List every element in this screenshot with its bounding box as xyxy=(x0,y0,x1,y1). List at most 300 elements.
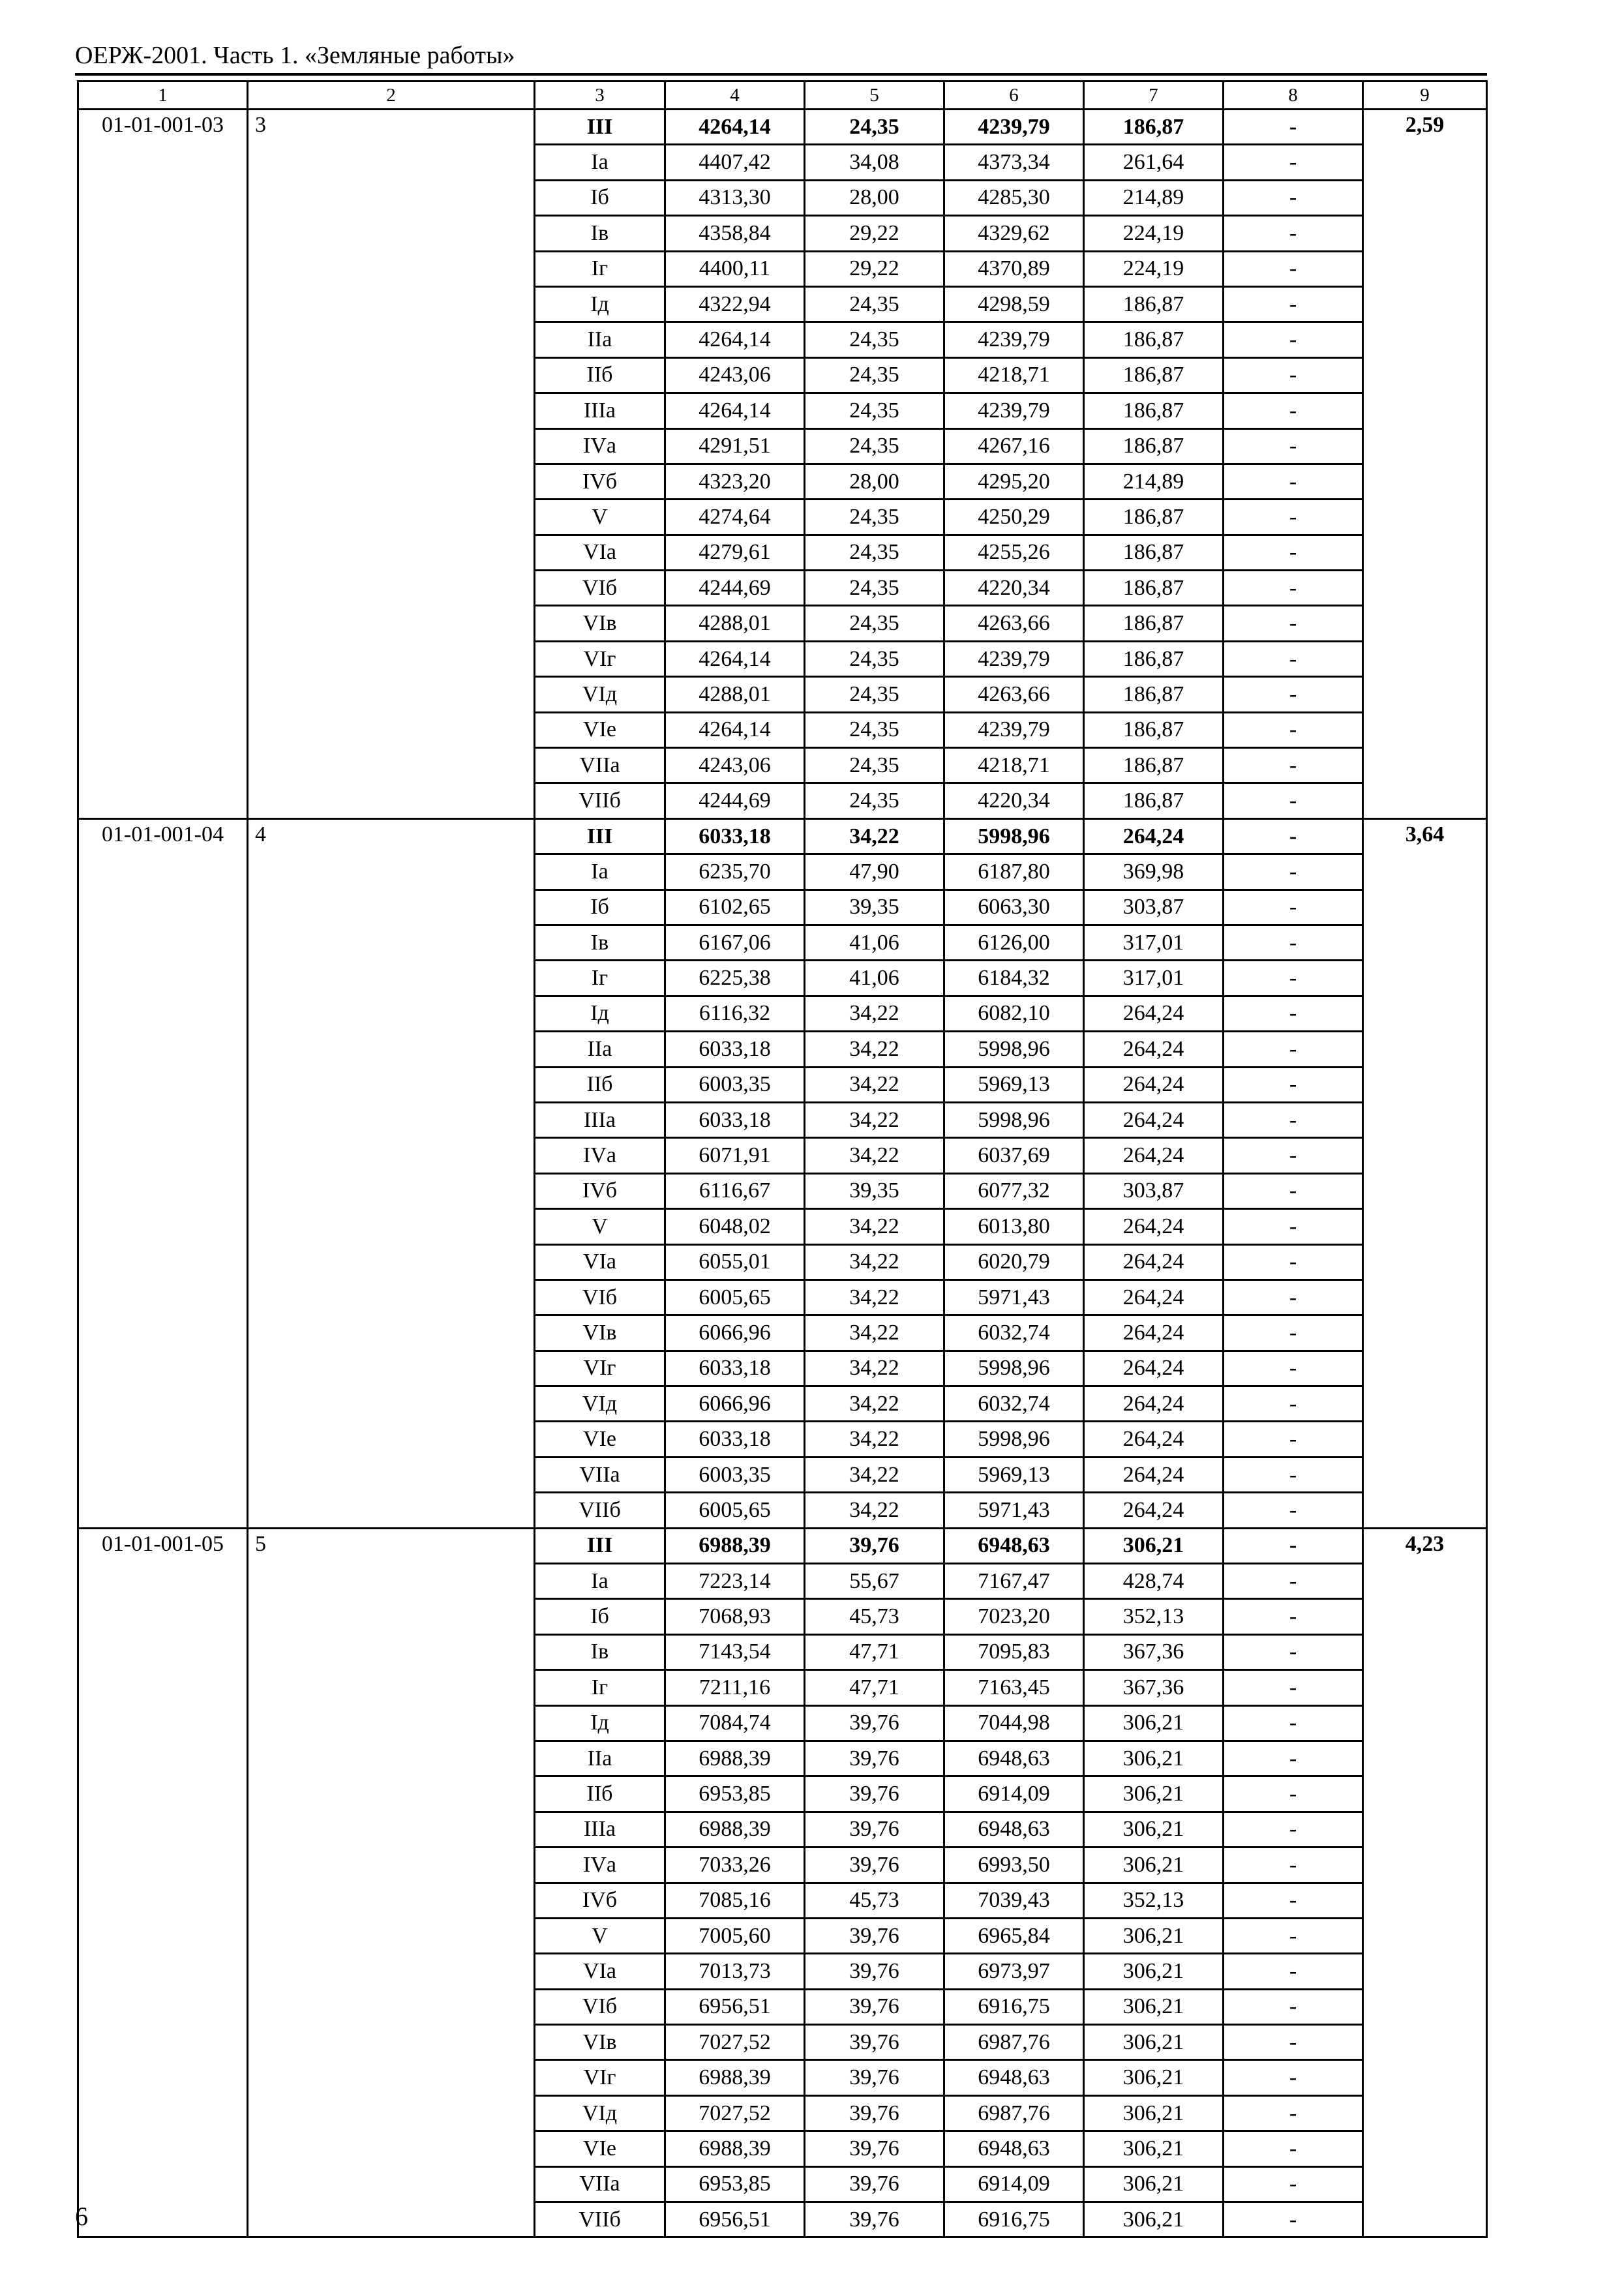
table-cell: 34,22 xyxy=(805,1244,944,1279)
table-cell: Iб xyxy=(535,180,665,215)
table-cell: 6987,76 xyxy=(944,2025,1084,2060)
table-cell: VIб xyxy=(535,571,665,606)
table-cell: 6082,10 xyxy=(944,996,1084,1031)
table-cell: 186,87 xyxy=(1084,748,1224,783)
page-header-title: ОЕРЖ-2001. Часть 1. «Земляные работы» xyxy=(75,42,515,69)
table-cell: 4264,14 xyxy=(665,110,805,145)
table-cell: 4244,69 xyxy=(665,571,805,606)
table-cell: 4239,79 xyxy=(944,712,1084,747)
table-cell: IVб xyxy=(535,1883,665,1918)
table-cell: 306,21 xyxy=(1084,2131,1224,2166)
table-cell: 428,74 xyxy=(1084,1564,1224,1599)
table-cell: - xyxy=(1224,1315,1363,1351)
table-cell: 264,24 xyxy=(1084,1209,1224,1244)
table-cell: 6033,18 xyxy=(665,1032,805,1067)
table-cell: 24,35 xyxy=(805,357,944,393)
table-cell: Iд xyxy=(535,1705,665,1741)
table-cell: - xyxy=(1224,677,1363,712)
table-cell: IIа xyxy=(535,322,665,357)
table-cell: VIд xyxy=(535,677,665,712)
table-cell: 7027,52 xyxy=(665,2095,805,2131)
table-cell: 5998,96 xyxy=(944,818,1084,854)
table-cell: 264,24 xyxy=(1084,1067,1224,1102)
table-cell: 264,24 xyxy=(1084,1032,1224,1067)
table-cell: 264,24 xyxy=(1084,1279,1224,1315)
table-cell: 6003,35 xyxy=(665,1457,805,1492)
table-cell: - xyxy=(1224,1776,1363,1812)
table-cell: 6071,91 xyxy=(665,1138,805,1173)
table-cell: 4323,20 xyxy=(665,464,805,499)
table-cell: 4239,79 xyxy=(944,322,1084,357)
table-cell: 4288,01 xyxy=(665,677,805,712)
table-cell: IIа xyxy=(535,1741,665,1776)
table-cell: 367,36 xyxy=(1084,1670,1224,1705)
table-cell: 6965,84 xyxy=(944,1918,1084,1953)
table-cell: 264,24 xyxy=(1084,1351,1224,1386)
table-cell: 306,21 xyxy=(1084,1741,1224,1776)
table-cell: - xyxy=(1224,1634,1363,1669)
table-cell: - xyxy=(1224,571,1363,606)
table-cell: 4264,14 xyxy=(665,393,805,428)
table-cell: 6988,39 xyxy=(665,1812,805,1847)
table-cell: 6063,30 xyxy=(944,890,1084,925)
table-cell: 34,22 xyxy=(805,1386,944,1422)
table-cell: - xyxy=(1224,251,1363,286)
table-cell: 39,35 xyxy=(805,890,944,925)
table-cell: - xyxy=(1224,110,1363,145)
table-cell: 7039,43 xyxy=(944,1883,1084,1918)
header-divider xyxy=(75,73,1487,76)
table-cell: 24,35 xyxy=(805,500,944,535)
table-cell: 5998,96 xyxy=(944,1032,1084,1067)
table-cell: - xyxy=(1224,1989,1363,2024)
table-cell: Iд xyxy=(535,996,665,1031)
table-cell: 264,24 xyxy=(1084,1244,1224,1279)
table-cell: 6055,01 xyxy=(665,1244,805,1279)
table-cell: V xyxy=(535,500,665,535)
table-cell: - xyxy=(1224,145,1363,180)
table-cell: - xyxy=(1224,1599,1363,1634)
table-cell: 4263,66 xyxy=(944,606,1084,641)
table-cell: 4218,71 xyxy=(944,357,1084,393)
column-header: 5 xyxy=(805,82,944,110)
table-cell: Iа xyxy=(535,145,665,180)
table-cell: 4220,34 xyxy=(944,783,1084,818)
table-cell: VIе xyxy=(535,2131,665,2166)
coefficient-cell: 3,64 xyxy=(1363,818,1487,1528)
table-cell: - xyxy=(1224,2202,1363,2237)
table-cell: 24,35 xyxy=(805,286,944,322)
table-cell: 34,22 xyxy=(805,1422,944,1457)
table-cell: 6916,75 xyxy=(944,2202,1084,2237)
table-cell: 6116,67 xyxy=(665,1173,805,1208)
table-cell: 6037,69 xyxy=(944,1138,1084,1173)
table-cell: 6948,63 xyxy=(944,1741,1084,1776)
table-cell: Iв xyxy=(535,1634,665,1669)
table-cell: 264,24 xyxy=(1084,818,1224,854)
table-cell: 4279,61 xyxy=(665,535,805,570)
table-cell: - xyxy=(1224,357,1363,393)
table-cell: V xyxy=(535,1209,665,1244)
table-cell: 303,87 xyxy=(1084,1173,1224,1208)
table-cell: 34,08 xyxy=(805,145,944,180)
table-cell: 39,35 xyxy=(805,1173,944,1208)
table-cell: 47,90 xyxy=(805,854,944,890)
table-cell: - xyxy=(1224,783,1363,818)
table-cell: 39,76 xyxy=(805,2131,944,2166)
table-cell: 28,00 xyxy=(805,180,944,215)
table-cell: 306,21 xyxy=(1084,2202,1224,2237)
table-cell: III xyxy=(535,110,665,145)
table-cell: VIв xyxy=(535,606,665,641)
table-cell: VIIб xyxy=(535,783,665,818)
table-cell: 28,00 xyxy=(805,464,944,499)
rates-table xyxy=(77,80,1488,2238)
table-cell: 7084,74 xyxy=(665,1705,805,1741)
coefficient-cell: 2,59 xyxy=(1363,110,1487,819)
table-cell: IIIа xyxy=(535,1102,665,1137)
table-cell: 186,87 xyxy=(1084,535,1224,570)
table-cell: 306,21 xyxy=(1084,1528,1224,1563)
table-cell: VIд xyxy=(535,1386,665,1422)
table-cell: 6048,02 xyxy=(665,1209,805,1244)
table-cell: 6167,06 xyxy=(665,925,805,960)
table-cell: 6102,65 xyxy=(665,890,805,925)
table-cell: 6914,09 xyxy=(944,2166,1084,2202)
table-cell: Iг xyxy=(535,1670,665,1705)
table-cell: 4295,20 xyxy=(944,464,1084,499)
table-cell: - xyxy=(1224,1067,1363,1102)
column-number-row xyxy=(78,82,1487,110)
table-cell: 306,21 xyxy=(1084,1812,1224,1847)
table-cell: 4288,01 xyxy=(665,606,805,641)
table-cell: 6187,80 xyxy=(944,854,1084,890)
table-cell: 4263,66 xyxy=(944,677,1084,712)
table-cell: - xyxy=(1224,2060,1363,2095)
table-cell: 264,24 xyxy=(1084,1422,1224,1457)
table-cell: - xyxy=(1224,216,1363,251)
table-cell: 5969,13 xyxy=(944,1457,1084,1492)
table-cell: 214,89 xyxy=(1084,464,1224,499)
rate-code-cell: 01-01-001-03 xyxy=(78,110,248,819)
table-cell: 6032,74 xyxy=(944,1386,1084,1422)
table-cell: 4250,29 xyxy=(944,500,1084,535)
table-cell: 264,24 xyxy=(1084,1457,1224,1492)
table-cell: IVб xyxy=(535,1173,665,1208)
table-cell: 29,22 xyxy=(805,216,944,251)
table-cell: - xyxy=(1224,1102,1363,1137)
table-cell: 7044,98 xyxy=(944,1705,1084,1741)
table-cell: 24,35 xyxy=(805,571,944,606)
table-cell: 186,87 xyxy=(1084,677,1224,712)
table-cell: IVа xyxy=(535,428,665,464)
table-cell: 4255,26 xyxy=(944,535,1084,570)
table-cell: 6956,51 xyxy=(665,1989,805,2024)
table-cell: 34,22 xyxy=(805,1138,944,1173)
table-cell: 34,22 xyxy=(805,1209,944,1244)
table-cell: 6916,75 xyxy=(944,1989,1084,2024)
table-cell: Iа xyxy=(535,1564,665,1599)
table-row-group-head xyxy=(78,110,1487,145)
table-cell: 264,24 xyxy=(1084,1493,1224,1528)
table-cell: 7095,83 xyxy=(944,1634,1084,1669)
table-cell: 24,35 xyxy=(805,677,944,712)
table-cell: 6987,76 xyxy=(944,2095,1084,2131)
table-cell: - xyxy=(1224,1386,1363,1422)
table-cell: - xyxy=(1224,1670,1363,1705)
table-cell: 7068,93 xyxy=(665,1599,805,1634)
table-cell: 6005,65 xyxy=(665,1279,805,1315)
table-cell: Iд xyxy=(535,286,665,322)
rate-code-cell: 01-01-001-04 xyxy=(78,818,248,1528)
table-cell: Iг xyxy=(535,251,665,286)
table-cell: 47,71 xyxy=(805,1634,944,1669)
table-cell: 29,22 xyxy=(805,251,944,286)
table-cell: 4243,06 xyxy=(665,357,805,393)
table-cell: 306,21 xyxy=(1084,1848,1224,1883)
table-cell: VIе xyxy=(535,712,665,747)
table-cell: 24,35 xyxy=(805,606,944,641)
table-cell: - xyxy=(1224,925,1363,960)
column-header: 3 xyxy=(535,82,665,110)
table-cell: VIа xyxy=(535,535,665,570)
table-cell: 4285,30 xyxy=(944,180,1084,215)
table-cell: 4243,06 xyxy=(665,748,805,783)
table-cell: - xyxy=(1224,1244,1363,1279)
table-cell: 4358,84 xyxy=(665,216,805,251)
table-cell: 306,21 xyxy=(1084,1918,1224,1953)
table-cell: IVб xyxy=(535,464,665,499)
table-cell: 4298,59 xyxy=(944,286,1084,322)
table-cell: 186,87 xyxy=(1084,712,1224,747)
table-cell: 224,19 xyxy=(1084,251,1224,286)
table-cell: 34,22 xyxy=(805,1067,944,1102)
table-cell: 39,76 xyxy=(805,1989,944,2024)
table-cell: 6184,32 xyxy=(944,961,1084,996)
table-cell: - xyxy=(1224,1954,1363,1989)
table-cell: - xyxy=(1224,535,1363,570)
table-cell: 39,76 xyxy=(805,2060,944,2095)
table-cell: IIб xyxy=(535,1776,665,1812)
table-cell: 264,24 xyxy=(1084,1386,1224,1422)
table-cell: 39,76 xyxy=(805,1741,944,1776)
table-cell: 306,21 xyxy=(1084,2095,1224,2131)
table-cell: - xyxy=(1224,1138,1363,1173)
table-cell: - xyxy=(1224,500,1363,535)
table-cell: 24,35 xyxy=(805,712,944,747)
table-cell: 264,24 xyxy=(1084,1315,1224,1351)
table-cell: - xyxy=(1224,1848,1363,1883)
table-cell: 6973,97 xyxy=(944,1954,1084,1989)
table-cell: 6126,00 xyxy=(944,925,1084,960)
table-cell: - xyxy=(1224,1493,1363,1528)
table-cell: 24,35 xyxy=(805,535,944,570)
table-cell: 7023,20 xyxy=(944,1599,1084,1634)
table-cell: 306,21 xyxy=(1084,2166,1224,2202)
table-cell: - xyxy=(1224,1883,1363,1918)
table-cell: 6956,51 xyxy=(665,2202,805,2237)
column-header: 7 xyxy=(1084,82,1224,110)
table-cell: - xyxy=(1224,961,1363,996)
table-cell: 6066,96 xyxy=(665,1315,805,1351)
table-cell: 186,87 xyxy=(1084,783,1224,818)
table-cell: 306,21 xyxy=(1084,1989,1224,2024)
table-cell: 369,98 xyxy=(1084,854,1224,890)
table-cell: 6032,74 xyxy=(944,1315,1084,1351)
table-cell: 24,35 xyxy=(805,322,944,357)
table-cell: - xyxy=(1224,996,1363,1031)
table-cell: 34,22 xyxy=(805,996,944,1031)
table-cell: VIа xyxy=(535,1244,665,1279)
table-cell: 34,22 xyxy=(805,1032,944,1067)
table-cell: VIг xyxy=(535,2060,665,2095)
table-cell: VIг xyxy=(535,1351,665,1386)
table-cell: 4400,11 xyxy=(665,251,805,286)
table-cell: - xyxy=(1224,1564,1363,1599)
table-cell: VIв xyxy=(535,2025,665,2060)
table-cell: 261,64 xyxy=(1084,145,1224,180)
table-cell: 6020,79 xyxy=(944,1244,1084,1279)
table-cell: 41,06 xyxy=(805,961,944,996)
table-cell: 4264,14 xyxy=(665,641,805,676)
table-cell: Iа xyxy=(535,854,665,890)
table-cell: 6003,35 xyxy=(665,1067,805,1102)
table-cell: 41,06 xyxy=(805,925,944,960)
table-cell: 352,13 xyxy=(1084,1883,1224,1918)
coefficient-cell: 4,23 xyxy=(1363,1528,1487,2237)
rate-number-cell: 4 xyxy=(248,818,535,1528)
table-cell: 7005,60 xyxy=(665,1918,805,1953)
table-cell: 317,01 xyxy=(1084,925,1224,960)
table-cell: - xyxy=(1224,641,1363,676)
table-cell: 6948,63 xyxy=(944,2131,1084,2166)
table-cell: 39,76 xyxy=(805,1776,944,1812)
table-cell: 4218,71 xyxy=(944,748,1084,783)
table-cell: Iг xyxy=(535,961,665,996)
table-cell: 45,73 xyxy=(805,1599,944,1634)
table-cell: VIа xyxy=(535,1954,665,1989)
table-cell: 186,87 xyxy=(1084,286,1224,322)
table-cell: IVа xyxy=(535,1138,665,1173)
table-cell: 4239,79 xyxy=(944,110,1084,145)
table-cell: - xyxy=(1224,1351,1363,1386)
table-cell: Iв xyxy=(535,925,665,960)
rate-number-cell: 3 xyxy=(248,110,535,819)
table-cell: 6988,39 xyxy=(665,1528,805,1563)
table-cell: - xyxy=(1224,1741,1363,1776)
table-cell: 5969,13 xyxy=(944,1067,1084,1102)
table-cell: 186,87 xyxy=(1084,357,1224,393)
table-cell: - xyxy=(1224,818,1363,854)
table-cell: 39,76 xyxy=(805,2202,944,2237)
table-cell: IIб xyxy=(535,1067,665,1102)
table-cell: - xyxy=(1224,1705,1363,1741)
table-cell: 4373,34 xyxy=(944,145,1084,180)
table-cell: 5971,43 xyxy=(944,1493,1084,1528)
table-cell: 264,24 xyxy=(1084,1138,1224,1173)
table-cell: VIе xyxy=(535,1422,665,1457)
table-row-group-head xyxy=(78,1528,1487,1563)
table-cell: 5998,96 xyxy=(944,1102,1084,1137)
table-cell: 4239,79 xyxy=(944,393,1084,428)
table-cell: VIIа xyxy=(535,1457,665,1492)
table-cell: - xyxy=(1224,464,1363,499)
table-cell: 5998,96 xyxy=(944,1351,1084,1386)
column-header: 4 xyxy=(665,82,805,110)
table-cell: - xyxy=(1224,854,1363,890)
table-cell: 4291,51 xyxy=(665,428,805,464)
table-cell: - xyxy=(1224,393,1363,428)
table-cell: 6953,85 xyxy=(665,1776,805,1812)
table-cell: 264,24 xyxy=(1084,1102,1224,1137)
table-cell: - xyxy=(1224,286,1363,322)
table-cell: 4264,14 xyxy=(665,322,805,357)
table-cell: - xyxy=(1224,2166,1363,2202)
table-cell: 186,87 xyxy=(1084,428,1224,464)
table-cell: - xyxy=(1224,2095,1363,2131)
table-cell: 34,22 xyxy=(805,1493,944,1528)
table-cell: 24,35 xyxy=(805,393,944,428)
table-cell: 306,21 xyxy=(1084,1776,1224,1812)
table-cell: 39,76 xyxy=(805,1812,944,1847)
table-cell: 7167,47 xyxy=(944,1564,1084,1599)
column-header: 8 xyxy=(1224,82,1363,110)
table-cell: - xyxy=(1224,428,1363,464)
table-cell: 4274,64 xyxy=(665,500,805,535)
column-header: 6 xyxy=(944,82,1084,110)
table-cell: 39,76 xyxy=(805,2025,944,2060)
column-header: 2 xyxy=(248,82,535,110)
table-cell: 6013,80 xyxy=(944,1209,1084,1244)
table-cell: - xyxy=(1224,1032,1363,1067)
table-cell: 5998,96 xyxy=(944,1422,1084,1457)
table-cell: 6993,50 xyxy=(944,1848,1084,1883)
table-cell: 55,67 xyxy=(805,1564,944,1599)
table-cell: 6033,18 xyxy=(665,1102,805,1137)
table-cell: 39,76 xyxy=(805,1528,944,1563)
table-cell: 6033,18 xyxy=(665,818,805,854)
table-cell: 186,87 xyxy=(1084,393,1224,428)
table-cell: 352,13 xyxy=(1084,1599,1224,1634)
table-cell: 7163,45 xyxy=(944,1670,1084,1705)
table-cell: 34,22 xyxy=(805,1351,944,1386)
table-cell: IIб xyxy=(535,357,665,393)
table-cell: 4267,16 xyxy=(944,428,1084,464)
table-cell: - xyxy=(1224,2025,1363,2060)
table-cell: 4322,94 xyxy=(665,286,805,322)
table-cell: 39,76 xyxy=(805,2166,944,2202)
table-cell: 6948,63 xyxy=(944,1812,1084,1847)
table-cell: IIа xyxy=(535,1032,665,1067)
table-cell: VIв xyxy=(535,1315,665,1351)
table-cell: VIIб xyxy=(535,2202,665,2237)
table-cell: 186,87 xyxy=(1084,571,1224,606)
table-cell: 39,76 xyxy=(805,1954,944,1989)
table-cell: 34,22 xyxy=(805,1457,944,1492)
column-header: 9 xyxy=(1363,82,1487,110)
table-cell: 7143,54 xyxy=(665,1634,805,1669)
table-cell: III xyxy=(535,1528,665,1563)
table-cell: VIб xyxy=(535,1989,665,2024)
table-cell: 6988,39 xyxy=(665,2131,805,2166)
table-cell: 214,89 xyxy=(1084,180,1224,215)
table-cell: - xyxy=(1224,1279,1363,1315)
table-cell: - xyxy=(1224,1173,1363,1208)
table-cell: 6005,65 xyxy=(665,1493,805,1528)
table-cell: - xyxy=(1224,1528,1363,1563)
table-cell: 45,73 xyxy=(805,1883,944,1918)
table-cell: - xyxy=(1224,1422,1363,1457)
